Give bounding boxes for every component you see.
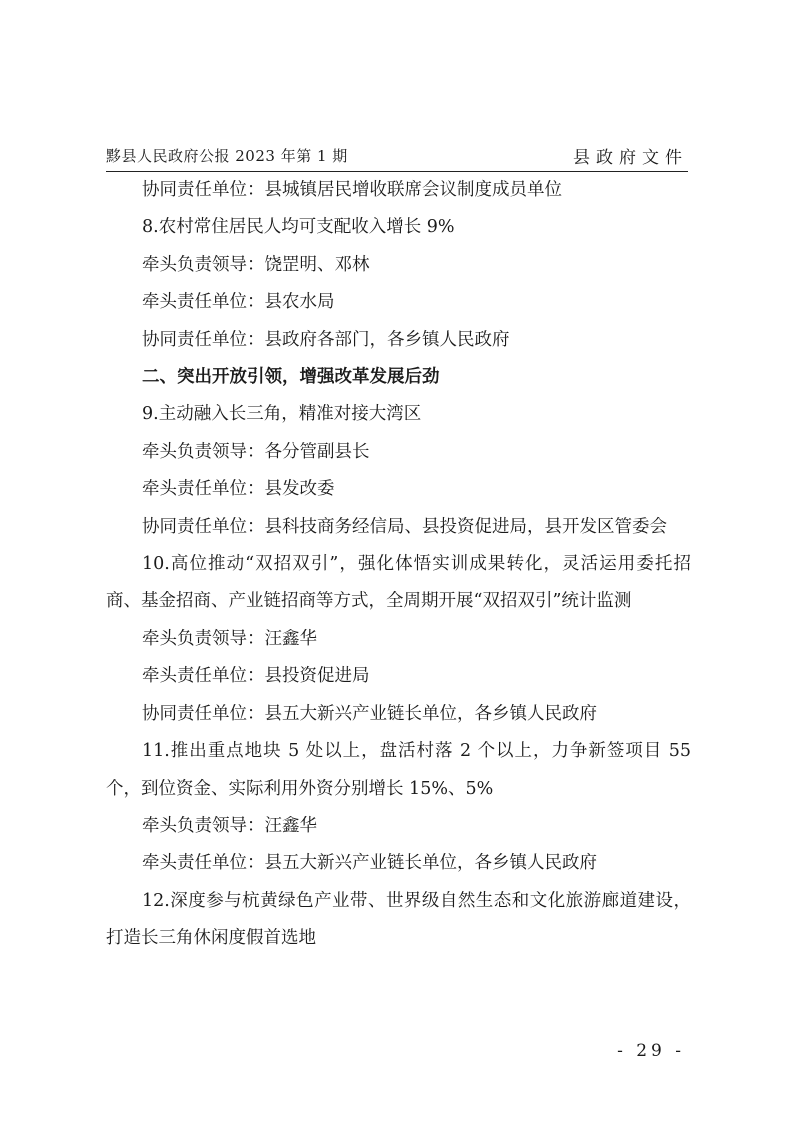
paragraph: 协同责任单位：县城镇居民增收联席会议制度成员单位 [142, 180, 562, 200]
paragraph: 8.农村常住居民人均可支配收入增长 9% [142, 217, 455, 238]
paragraph: 11.推出重点地块 5 处以上，盘活村落 2 个以上，力争新签项目 55 个，到位资金、实际利用外资分别增长 15%、5% [106, 741, 691, 799]
page-header [106, 139, 688, 172]
paragraph: 12.深度参与杭黄绿色产业带、世界级自然生态和文化旅游廊道建设，打造长三角休闲度假首选地 [106, 890, 691, 949]
paragraph: 协同责任单位：县五大新兴产业链长单位，各乡镇人民政府 [142, 703, 597, 724]
paragraph: 牵头负责领导：各分管副县长 [142, 441, 370, 462]
paragraph: 协同责任单位：县科技商务经信局、县投资促进局，县开发区管委会 [142, 516, 667, 537]
paragraph: 牵头负责领导：饶罡明、邓林 [142, 254, 370, 275]
paragraph: 牵头责任单位：县投资促进局 [142, 666, 370, 687]
gazette-title: 黟县人民政府公报 2023 年第 1 期 [106, 147, 348, 165]
document-body [106, 172, 691, 958]
paragraph: 协同责任单位：县政府各部门，各乡镇人民政府 [142, 329, 510, 350]
paragraph: 牵头责任单位：县农水局 [142, 292, 335, 313]
section-title: 县政府文件 [573, 148, 688, 168]
section-heading: 二、突出开放引领，增强改革发展后劲 [142, 367, 440, 388]
paragraph: 牵头责任单位：县五大新兴产业链长单位，各乡镇人民政府 [142, 853, 597, 874]
paragraph: 牵头负责领导：汪鑫华 [142, 815, 317, 836]
paragraph: 牵头责任单位：县发改委 [142, 479, 335, 500]
page-number: - 29 - [617, 1041, 685, 1061]
paragraph: 9.主动融入长三角，精准对接大湾区 [142, 404, 422, 425]
paragraph: 10.高位推动“双招双引”，强化体悟实训成果转化，灵活运用委托招商、基金招商、产业链招商等方式，全周期开展“双招双引”统计监测 [106, 554, 691, 612]
paragraph: 牵头负责领导：汪鑫华 [142, 628, 317, 649]
